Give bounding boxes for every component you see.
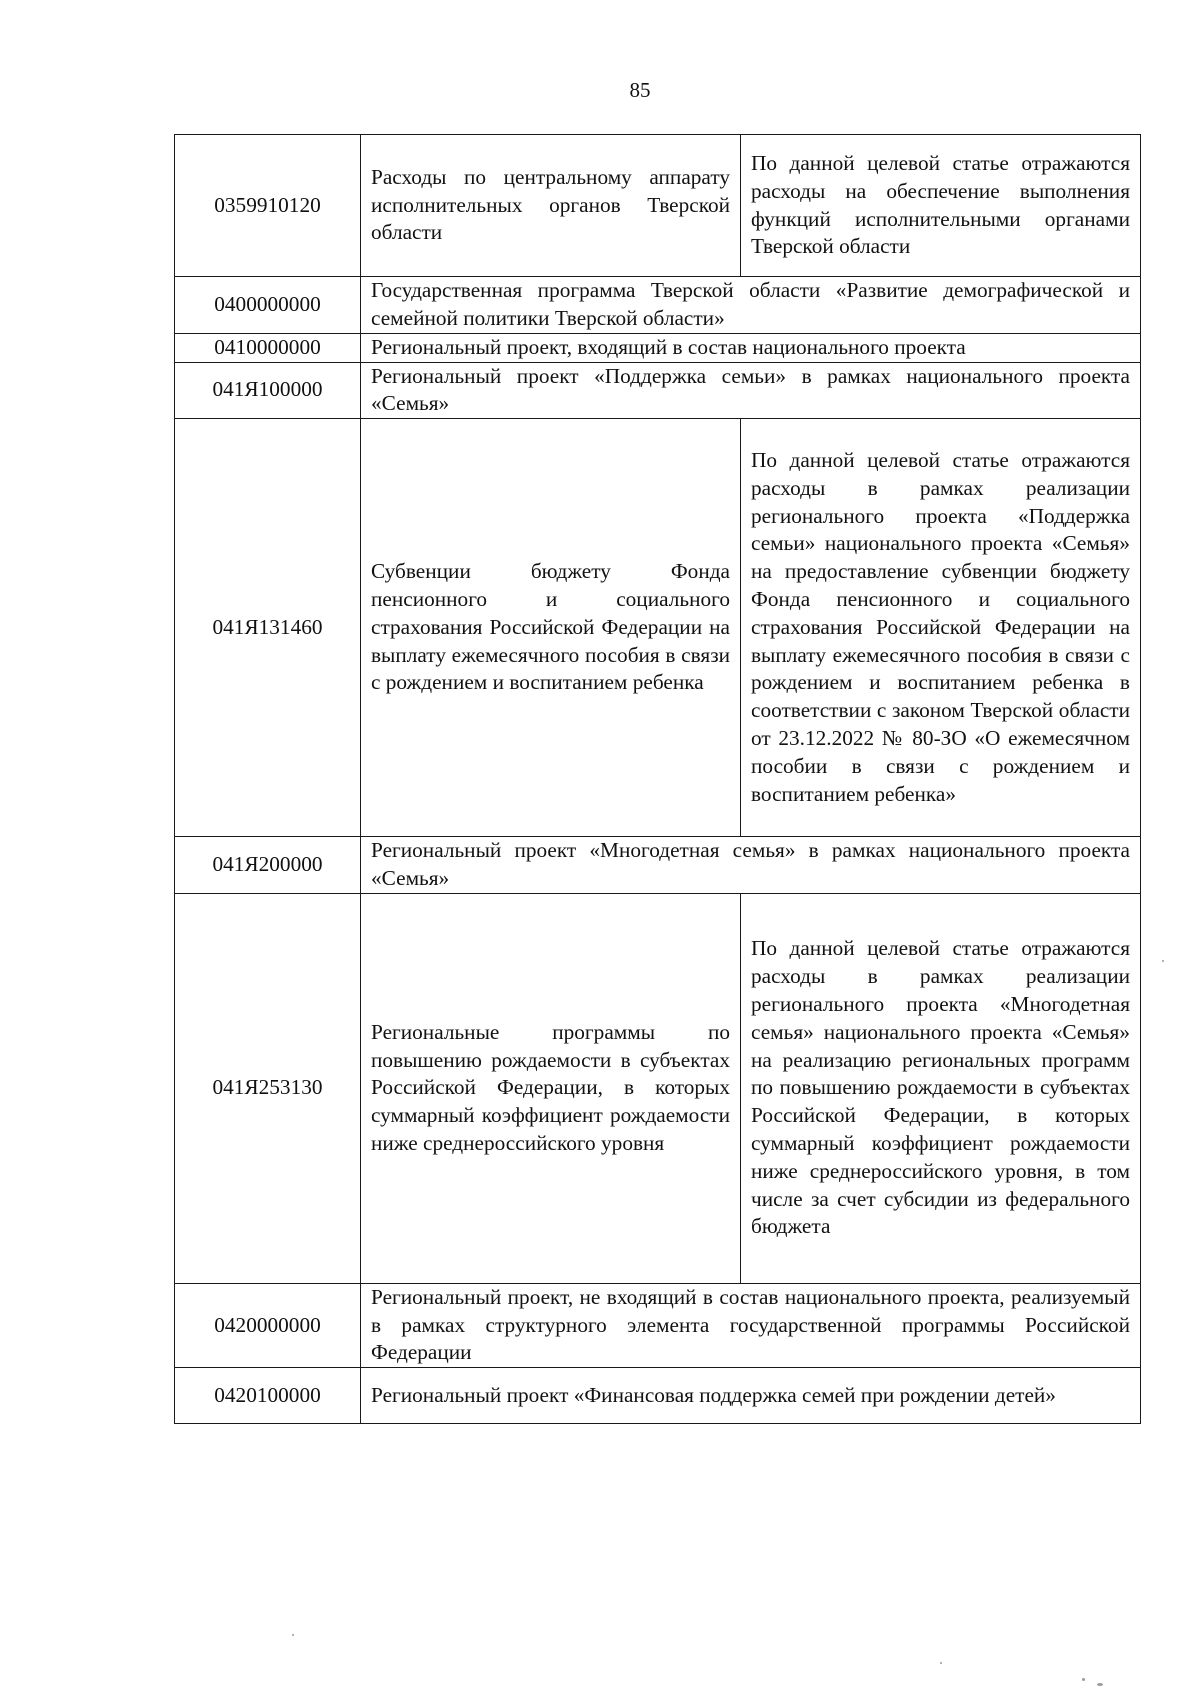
table-row (175, 893, 1141, 1283)
scan-speck (1097, 1683, 1103, 1686)
row-code: 0359910120 (175, 135, 361, 277)
table-row (175, 333, 1141, 362)
table-row (175, 362, 1141, 419)
row-name: Региональный проект, не входящий в состав национального проекта, реализуемый в рамках структурного элемента государственной программы Российской Федерации (361, 1283, 1141, 1367)
table-row (175, 277, 1141, 334)
row-code: 0410000000 (175, 333, 361, 362)
table-row (175, 419, 1141, 837)
scan-speck (1082, 1678, 1085, 1681)
table-row (175, 1283, 1141, 1367)
table-row (175, 1368, 1141, 1424)
target-articles-table (174, 134, 1141, 1424)
table-row (175, 135, 1141, 277)
row-name: Расходы по центральному аппарату исполнительных органов Тверской области (361, 135, 741, 277)
row-name: Субвенции бюджету Фонда пенсионного и социального страхования Российской Федерации на выплату ежемесячного пособия в связи с рождением и воспитанием ребенка (361, 419, 741, 837)
row-code: 041Я200000 (175, 837, 361, 894)
scan-speck (1162, 960, 1164, 962)
scan-speck (940, 1662, 942, 1664)
row-code: 041Я131460 (175, 419, 361, 837)
row-name: Региональный проект «Финансовая поддержка семей при рождении детей» (361, 1368, 1141, 1424)
row-code: 041Я100000 (175, 362, 361, 419)
row-code: 0400000000 (175, 277, 361, 334)
table-row (175, 837, 1141, 894)
row-description: По данной целевой статье отражаются расходы в рамках реализации регионального проекта «Многодетная семья» национального проекта «Семья» на реализацию региональных программ по повышению рождаемости в субъектах Российской Федерации, в которых суммарный коэффициент рождаемости ниже среднероссийского уровня, в том числе за счет субсидии из федерального бюджета (741, 893, 1141, 1283)
row-code: 0420000000 (175, 1283, 361, 1367)
row-name: Региональный проект «Поддержка семьи» в рамках национального проекта «Семья» (361, 362, 1141, 419)
row-name: Региональные программы по повышению рождаемости в субъектах Российской Федерации, в которых суммарный коэффициент рождаемости ниже среднероссийского уровня (361, 893, 741, 1283)
row-name: Государственная программа Тверской области «Развитие демографической и семейной политики Тверской области» (361, 277, 1141, 334)
row-code: 0420100000 (175, 1368, 361, 1424)
page-number: 85 (629, 78, 651, 102)
row-name: Региональный проект, входящий в состав национального проекта (361, 333, 1141, 362)
row-description: По данной целевой статье отражаются расходы на обеспечение выполнения функций исполнительными органами Тверской области (741, 135, 1141, 277)
row-code: 041Я253130 (175, 893, 361, 1283)
row-name: Региональный проект «Многодетная семья» в рамках национального проекта «Семья» (361, 837, 1141, 894)
row-description: По данной целевой статье отражаются расходы в рамках реализации регионального проекта «Поддержка семьи» национального проекта «Семья» на предоставление субвенции бюджету Фонда пенсионного и социального страхования Российской Федерации на выплату ежемесячного пособия в связи с рождением и воспитанием ребенка в соответствии с законом Тверской области от 23.12.2022 № 80-ЗО «О ежемесячном пособии в связи с рождением и воспитанием ребенка» (741, 419, 1141, 837)
scan-speck (292, 1634, 294, 1636)
